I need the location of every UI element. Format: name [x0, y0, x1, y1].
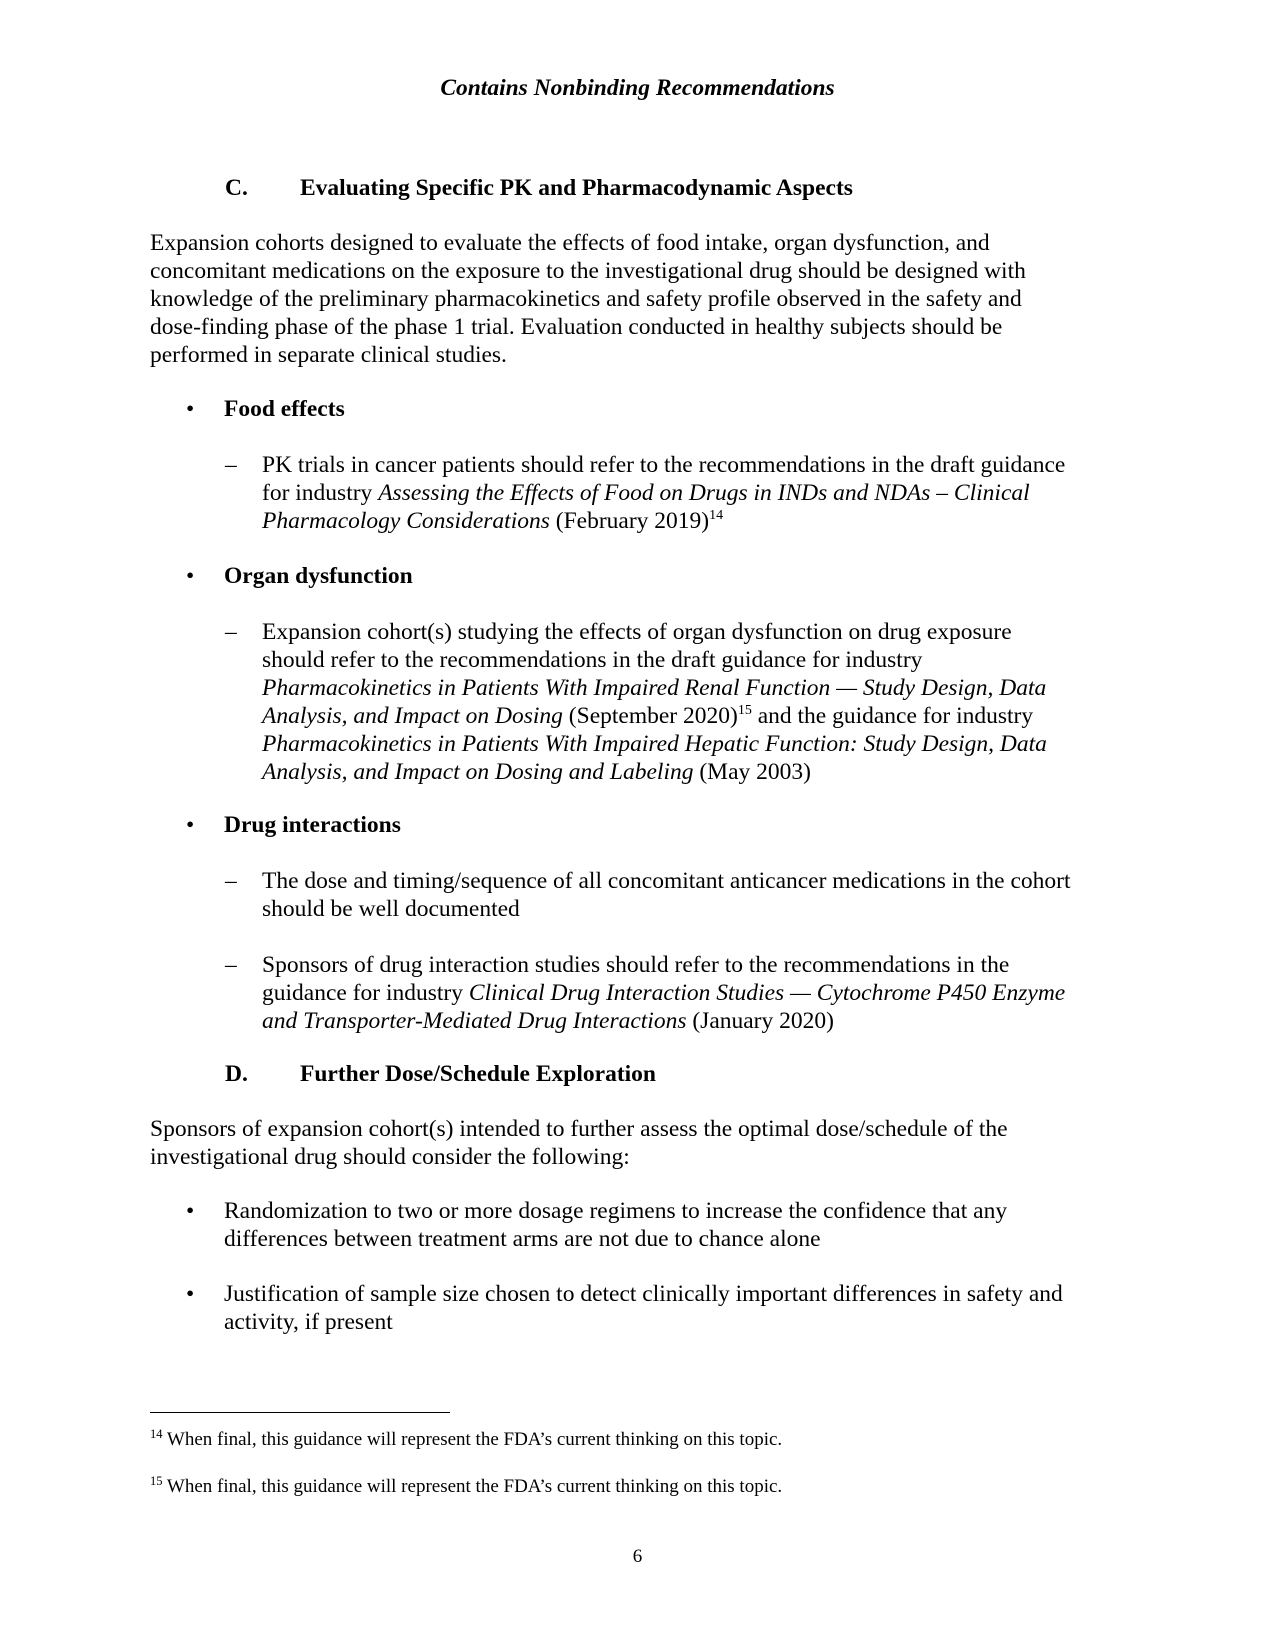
section-d-title: Further Dose/Schedule Exploration — [300, 1061, 656, 1087]
footnote-number: 15 — [150, 1474, 163, 1488]
bullet-label: Drug interactions — [224, 812, 401, 838]
dash-icon: – — [225, 952, 237, 978]
bullet-text — [224, 1280, 1124, 1336]
text-line — [262, 702, 1130, 730]
text-span: guidance for industry — [262, 980, 469, 1006]
text-line: concomitant medications on the exposure to the investigational drug should be designed with — [150, 258, 1026, 284]
dash-icon: – — [225, 452, 237, 478]
footnote-ref: 15 — [737, 703, 752, 718]
text-line — [262, 730, 1130, 758]
dash-item-text — [262, 618, 1130, 786]
text-line: performed in separate clinical studies. — [150, 342, 507, 368]
text-span: (September 2020) — [562, 703, 738, 729]
text-line: knowledge of the preliminary pharmacokinetics and safety profile observed in the safety and — [150, 286, 1022, 312]
text-span: (January 2020) — [686, 1008, 834, 1034]
text-span: and the guidance for industry — [751, 703, 1034, 729]
text-line: investigational drug should consider the following: — [150, 1144, 630, 1170]
text-span: (May 2003) — [693, 759, 811, 785]
guidance-title: Pharmacology Considerations — [262, 508, 550, 534]
text-span: (February 2019) — [549, 508, 710, 534]
dash-icon: – — [225, 619, 237, 645]
section-c-heading — [225, 174, 853, 202]
section-c-title: Evaluating Specific PK and Pharmacodynamic Aspects — [300, 175, 853, 201]
dash-item-text — [262, 867, 1130, 923]
guidance-title: and Transporter-Mediated Drug Interactions — [262, 1008, 687, 1034]
guidance-title: Pharmacokinetics in Patients With Impaired Hepatic Function: Study Design, Data — [262, 731, 1047, 757]
bullet-text — [224, 1197, 1124, 1253]
text-line: Sponsors of drug interaction studies should refer to the recommendations in the — [262, 952, 1010, 978]
section-c-letter: C. — [225, 175, 248, 201]
bullet-icon: • — [186, 1281, 195, 1307]
text-line: activity, if present — [224, 1309, 393, 1335]
text-line: Expansion cohort(s) studying the effects of organ dysfunction on drug exposure — [262, 619, 1012, 645]
footnote-14 — [150, 1429, 782, 1451]
guidance-title: Pharmacokinetics in Patients With Impaired Renal Function — Study Design, Data — [262, 675, 1047, 701]
text-line: The dose and timing/sequence of all concomitant anticancer medications in the cohort — [262, 868, 1071, 894]
text-line: Expansion cohorts designed to evaluate the effects of food intake, organ dysfunction, and — [150, 230, 990, 256]
footnote-text: When final, this guidance will represent the FDA’s current thinking on this topic. — [162, 1476, 783, 1497]
text-line: dose-finding phase of the phase 1 trial. Evaluation conducted in healthy subjects should be — [150, 314, 1003, 340]
bullet-icon: • — [186, 396, 195, 422]
text-line — [262, 979, 1130, 1007]
guidance-title: Analysis, and Impact on Dosing and Labeling — [262, 759, 694, 785]
dash-icon: – — [225, 868, 237, 894]
text-line: differences between treatment arms are not due to chance alone — [224, 1226, 821, 1252]
text-line — [262, 507, 1130, 535]
footnote-ref: 14 — [709, 508, 724, 523]
footnote-text: When final, this guidance will represent the FDA’s current thinking on this topic. — [162, 1429, 783, 1450]
footnote-number: 14 — [150, 1427, 163, 1441]
text-line — [262, 674, 1130, 702]
page-header: Contains Nonbinding Recommendations — [440, 75, 835, 101]
bullet-icon: • — [186, 1198, 195, 1224]
dash-item-text — [262, 951, 1130, 1035]
bullet-label: Organ dysfunction — [224, 563, 413, 589]
text-line — [262, 479, 1130, 507]
page-number: 6 — [632, 1546, 643, 1567]
footnote-separator — [150, 1412, 450, 1413]
bullet-icon: • — [186, 812, 195, 838]
guidance-title: Assessing the Effects of Food on Drugs in INDs and NDAs – Clinical — [378, 480, 1030, 506]
text-line: Randomization to two or more dosage regimens to increase the confidence that any — [224, 1198, 1008, 1224]
dash-item-text — [262, 451, 1130, 535]
section-d-intro — [150, 1115, 1130, 1171]
text-line: should refer to the recommendations in the draft guidance for industry — [262, 647, 923, 673]
text-line: PK trials in cancer patients should refer to the recommendations in the draft guidance — [262, 452, 1066, 478]
text-line: Sponsors of expansion cohort(s) intended to further assess the optimal dose/schedule of the — [150, 1116, 1008, 1142]
guidance-title: Analysis, and Impact on Dosing — [262, 703, 563, 729]
text-line: Justification of sample size chosen to detect clinically important differences in safety and — [224, 1281, 1063, 1307]
text-line: should be well documented — [262, 896, 520, 922]
guidance-title: Clinical Drug Interaction Studies — Cytochrome P450 Enzyme — [468, 980, 1066, 1006]
section-d-heading — [225, 1060, 656, 1088]
section-c-intro — [150, 229, 1130, 369]
text-span: for industry — [262, 480, 379, 506]
text-line — [262, 1007, 1130, 1035]
text-line — [262, 758, 1130, 786]
section-d-letter: D. — [225, 1061, 248, 1087]
bullet-label: Food effects — [224, 396, 345, 422]
bullet-icon: • — [186, 563, 195, 589]
footnote-15 — [150, 1476, 782, 1498]
